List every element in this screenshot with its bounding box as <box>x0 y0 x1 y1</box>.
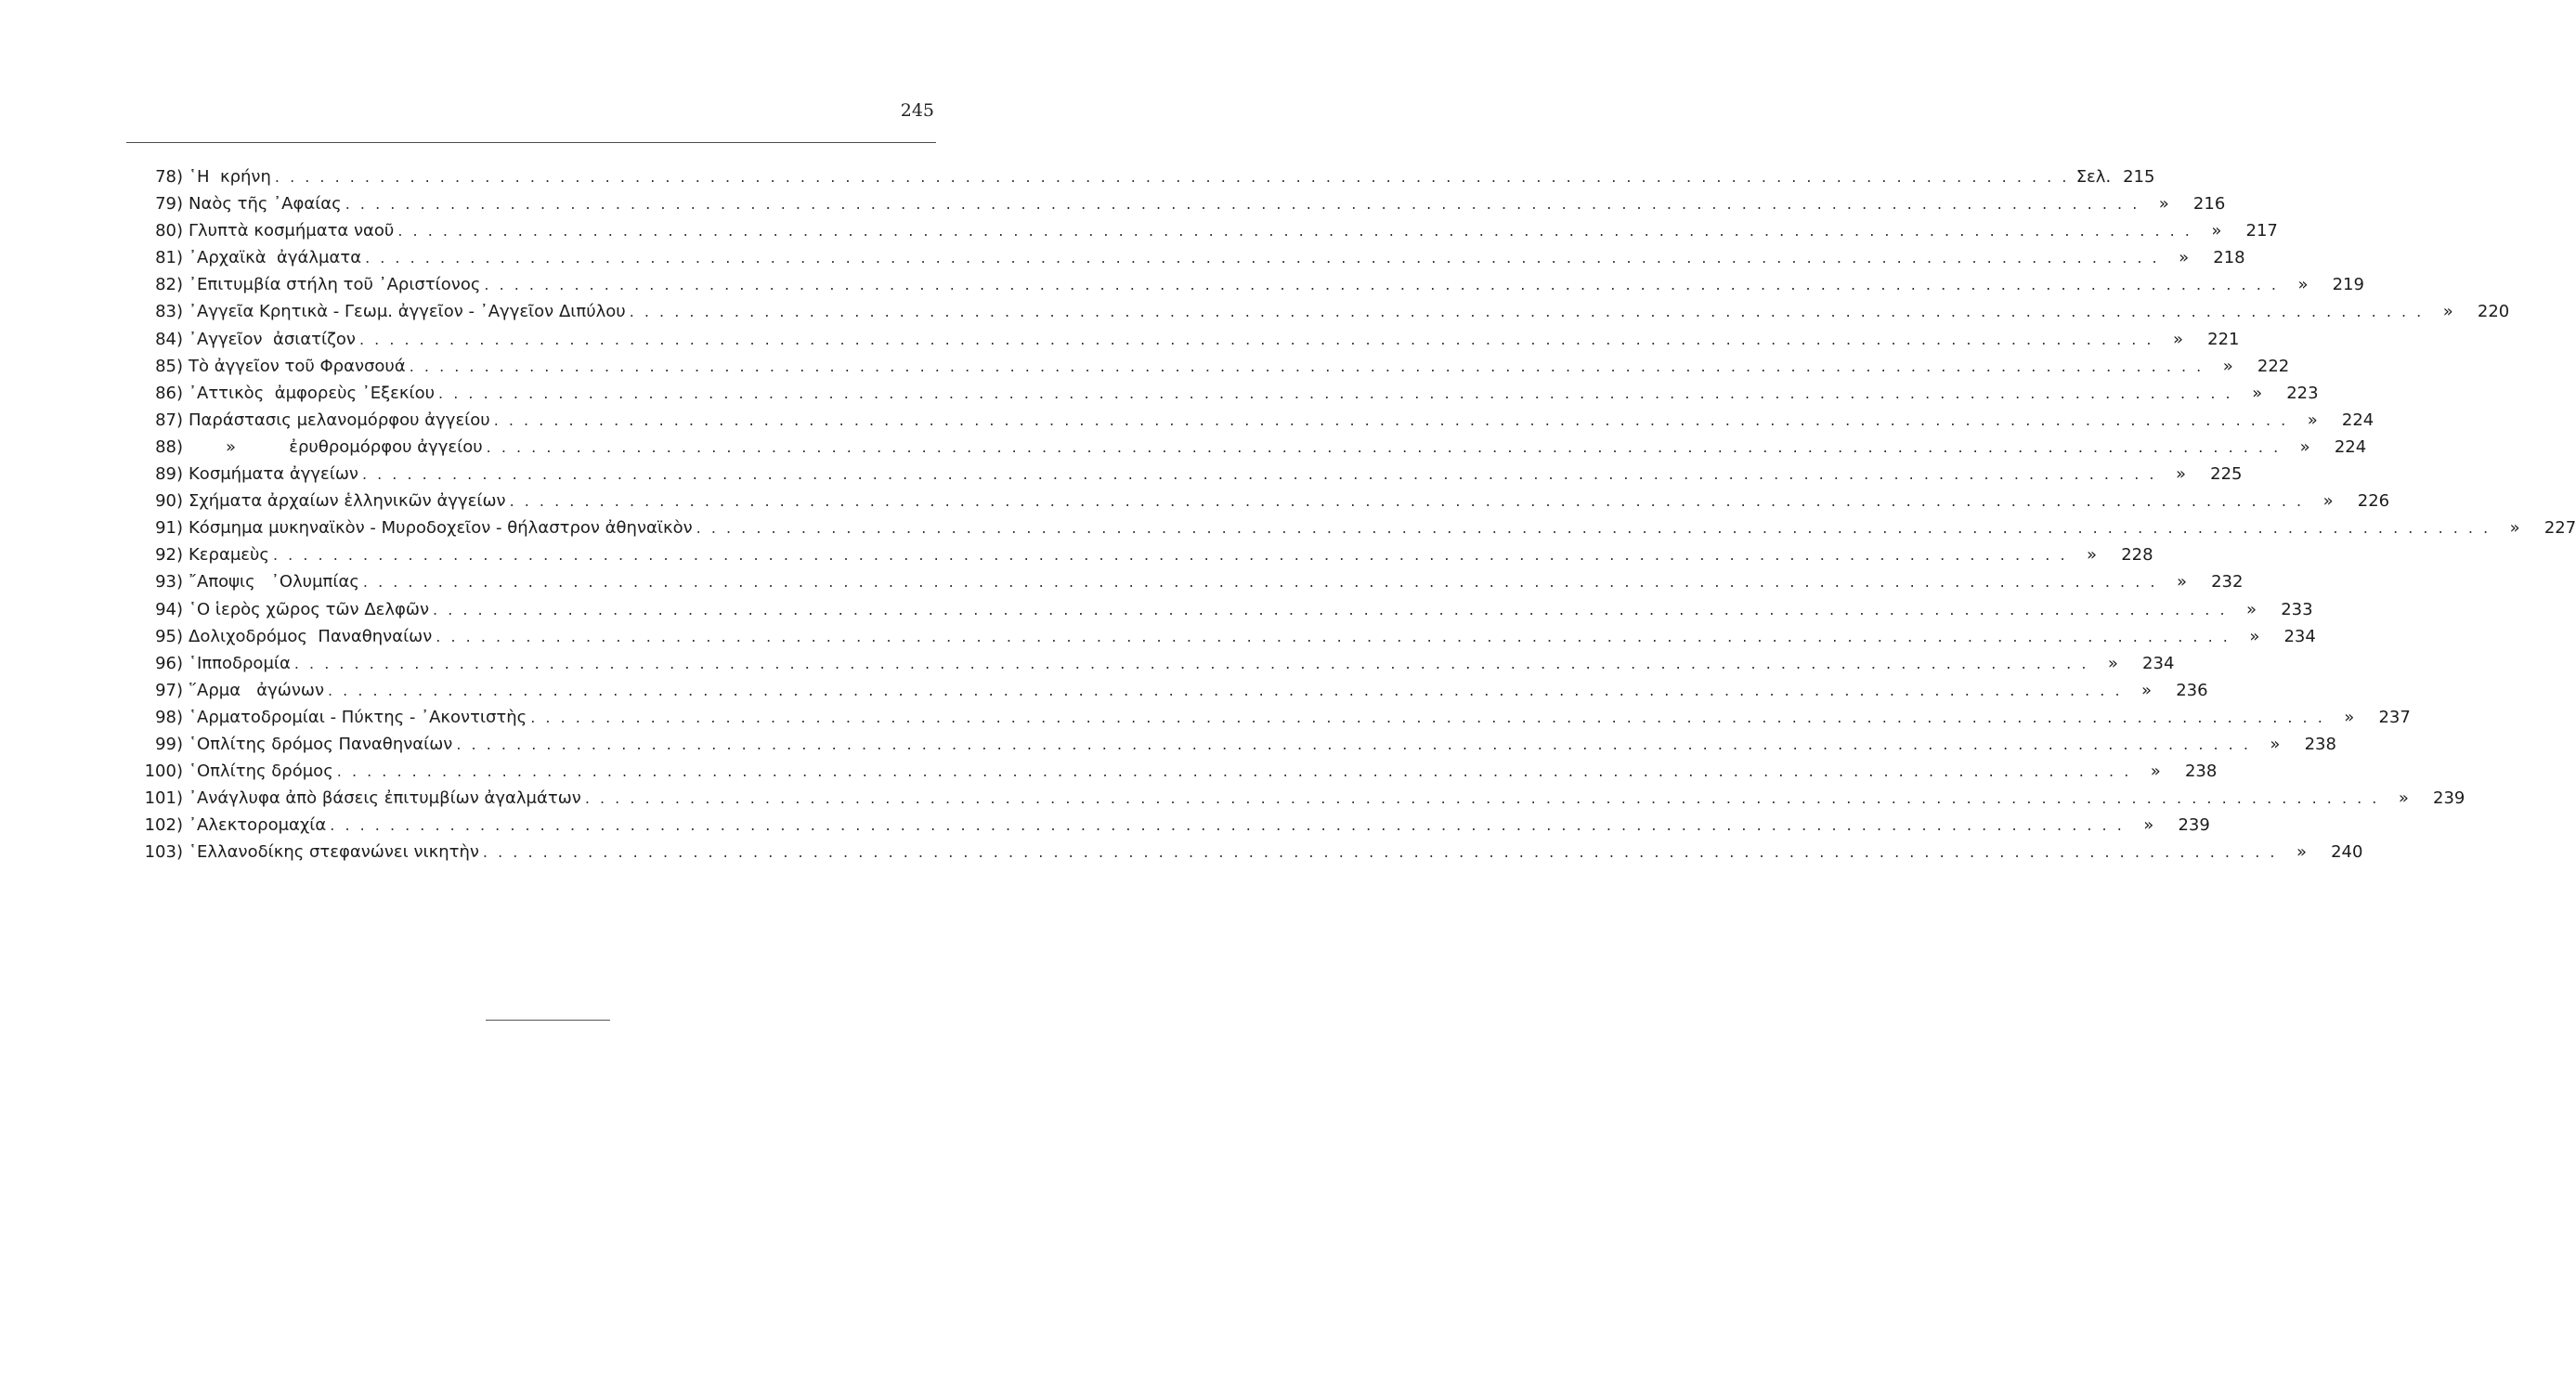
dot-leader: . . . . . . . . . . . . . . . . . . . . . . . . . . . . . . . . . . . . . . . . . . . . . . . . . . . . . . . . . . . . . . . . . . . . . . . . . . . . . . . . . . . . . . . . . . . . . . . . . . . . . . . . . . . . . . . . . . . . . . . . <box>438 384 2233 402</box>
toc-entry <box>133 217 2278 244</box>
entry-title: ᾿Αλεκτορομαχία <box>189 815 327 836</box>
entry-page-number: 219 <box>2332 275 2364 295</box>
entry-number: 84) <box>155 329 183 349</box>
page-reference-label: » <box>2297 275 2309 295</box>
page-reference-label: » <box>2176 572 2187 592</box>
dot-leader: . . . . . . . . . . . . . . . . . . . . . . . . . . . . . . . . . . . . . . . . . . . . . . . . . . . . . . . . . . . . . . . . . . . . . . . . . . . . . . . . . . . . . . . . . . . . . . . . . . . . . . . . . . . . . . . . . . . . . . . . <box>358 330 2154 348</box>
entry-title: Κοσμήματα ἀγγείων <box>189 464 358 485</box>
entry-number: 81) <box>155 248 183 268</box>
entry-title: Κεραμεὺς <box>189 545 269 566</box>
entry-number: 97) <box>155 680 183 700</box>
dot-leader: . . . . . . . . . . . . . . . . . . . . . . . . . . . . . . . . . . . . . . . . . . . . . . . . . . . . . . . . . . . . . . . . . . . . . . . . . . . . . . . . . . . . . . . . . . . . . . . . . . . . . . . . . . . . . . . . . . . . . . . . <box>509 492 2305 511</box>
toc-entry <box>133 650 2175 677</box>
toc-entry <box>133 731 2336 758</box>
dot-leader: . . . . . . . . . . . . . . . . . . . . . . . . . . . . . . . . . . . . . . . . . . . . . . . . . . . . . . . . . . . . . . . . . . . . . . . . . . . . . . . . . . . . . . . . . . . . . . . . . . . . . . . . . . . . . . . . . . . . . . . . <box>365 249 2160 267</box>
page-reference-label: » <box>2398 788 2409 809</box>
page-reference-label: » <box>2246 599 2257 619</box>
page-reference-label: » <box>2141 680 2153 700</box>
page-number: 245 <box>900 100 934 121</box>
entry-page-number: 224 <box>2334 436 2367 457</box>
dot-leader: . . . . . . . . . . . . . . . . . . . . . . . . . . . . . . . . . . . . . . . . . . . . . . . . . . . . . . . . . . . . . . . . . . . . . . . . . . . . . . . . . . . . . . . . . . . . . . . . . . . . . . . . . . . . . . . . . . . . . . . . <box>584 789 2380 808</box>
dot-leader: . . . . . . . . . . . . . . . . . . . . . . . . . . . . . . . . . . . . . . . . . . . . . . . . . . . . . . . . . . . . . . . . . . . . . . . . . . . . . . . . . . . . . . . . . . . . . . . . . . . . . . . . . . . . . . . . . . . . . . . . <box>362 573 2158 592</box>
entry-number: 78) <box>155 167 183 187</box>
entry-number: 93) <box>155 572 183 592</box>
page-reference-label: » <box>2143 815 2154 836</box>
entry-title: Σχήματα ἀρχαίων ἑλληνικῶν ἀγγείων <box>189 491 506 512</box>
entry-page-number: 222 <box>2257 356 2290 376</box>
entry-title: ᾿Ανάγλυφα ἀπὸ βάσεις ἐπιτυμβίων ἀγαλμάτων <box>189 788 581 809</box>
entry-title: ῎Αποψις ᾿Ολυμπίας <box>189 572 359 592</box>
toc-entry <box>133 623 2316 650</box>
toc-entry <box>133 353 2290 380</box>
page-reference-label: » <box>2442 302 2453 322</box>
toc-entry <box>133 326 2240 353</box>
entry-page-number: 228 <box>2121 545 2153 566</box>
toc-entry <box>133 514 2576 541</box>
entry-number: 89) <box>155 464 183 485</box>
entry-number: 98) <box>155 707 183 727</box>
entry-number: 100) <box>144 762 183 782</box>
entry-page-number: 238 <box>2304 734 2336 754</box>
toc-entry <box>133 812 2210 839</box>
page-reference-label: » <box>2344 707 2355 727</box>
dot-leader: . . . . . . . . . . . . . . . . . . . . . . . . . . . . . . . . . . . . . . . . . . . . . . . . . . . . . . . . . . . . . . . . . . . . . . . . . . . . . . . . . . . . . . . . . . . . . . . . . . . . . . . . . . . . . . . . . . . . . . . . <box>293 654 2089 672</box>
toc-entry <box>133 677 2208 704</box>
entry-title: ῾Οπλίτης δρόμος Παναθηναίων <box>189 734 453 754</box>
entry-title: Ναὸς τῆς ᾿Αφαίας <box>189 194 342 215</box>
entry-page-number: 227 <box>2543 518 2576 539</box>
dot-leader: . . . . . . . . . . . . . . . . . . . . . . . . . . . . . . . . . . . . . . . . . . . . . . . . . . . . . . . . . . . . . . . . . . . . . . . . . . . . . . . . . . . . . . . . . . . . . . . . . . . . . . . . . . . . . . . . . . . . . . . . <box>530 708 2325 726</box>
entry-page-number: 232 <box>2211 572 2244 592</box>
entry-page-number: 236 <box>2176 680 2208 700</box>
toc-entry <box>133 190 2226 217</box>
entry-title: ῾Οπλίτης δρόμος <box>189 762 333 782</box>
toc-entry <box>133 785 2465 812</box>
entry-title: Κόσμημα μυκηναϊκὸν - Μυροδοχεῖον - θήλαστρον ἀθηναϊκὸν <box>189 518 693 539</box>
entry-page-number: 233 <box>2281 599 2313 619</box>
entry-title: Παράστασις μελανομόρφου ἀγγείου <box>189 410 490 430</box>
toc-entry <box>133 541 2153 568</box>
dot-leader: . . . . . . . . . . . . . . . . . . . . . . . . . . . . . . . . . . . . . . . . . . . . . . . . . . . . . . . . . . . . . . . . . . . . . . . . . . . . . . . . . . . . . . . . . . . . . . . . . . . . . . . . . . . . . . . . . . . . . . . . <box>330 816 2125 835</box>
entry-title: ᾿Αγγεῖον ἀσιατίζον <box>189 329 356 349</box>
entry-page-number: 239 <box>2433 788 2465 809</box>
entry-title: ᾿Επιτυμβία στήλη τοῦ ᾿Αριστίονος <box>189 275 481 295</box>
entry-number: 87) <box>155 410 183 430</box>
page-reference-label: » <box>2087 545 2098 566</box>
entry-title: ῞Αρμα ἀγώνων <box>189 680 324 700</box>
entry-number: 83) <box>155 302 183 322</box>
entry-number: 102) <box>144 815 183 836</box>
page-reference-label: » <box>2252 383 2263 403</box>
entry-number: 96) <box>155 653 183 673</box>
toc-entry <box>133 244 2245 271</box>
entry-number: 94) <box>155 599 183 619</box>
toc-entry <box>133 704 2411 731</box>
entry-title: ᾿Αγγεῖα Κρητικὰ - Γεωμ. ἀγγεῖον - ᾿Αγγεῖον Διπύλου <box>189 302 626 322</box>
entry-page-number: 234 <box>2142 653 2175 673</box>
entry-number: 92) <box>155 545 183 566</box>
dot-leader: . . . . . . . . . . . . . . . . . . . . . . . . . . . . . . . . . . . . . . . . . . . . . . . . . . . . . . . . . . . . . . . . . . . . . . . . . . . . . . . . . . . . . . . . . . . . . . . . . . . . . . . . . . . . . . . . . . . . . . . . <box>436 627 2231 645</box>
entry-number: 86) <box>155 383 183 403</box>
entry-page-number: 220 <box>2477 302 2510 322</box>
entry-number: 91) <box>155 518 183 539</box>
entry-page-number: 221 <box>2207 329 2240 349</box>
entry-title: » ἐρυθρομόρφου ἀγγείου <box>189 436 483 457</box>
entry-page-number: 215 <box>2123 167 2155 187</box>
dot-leader: . . . . . . . . . . . . . . . . . . . . . . . . . . . . . . . . . . . . . . . . . . . . . . . . . . . . . . . . . . . . . . . . . . . . . . . . . . . . . . . . . . . . . . . . . . . . . . . . . . . . . . . . . . . . . . . . . . . . . . . . <box>484 276 2279 294</box>
dot-leader: . . . . . . . . . . . . . . . . . . . . . . . . . . . . . . . . . . . . . . . . . . . . . . . . . . . . . . . . . . . . . . . . . . . . . . . . . . . . . . . . . . . . . . . . . . . . . . . . . . . . . . . . . . . . . . . . . . . . . . . . <box>433 600 2228 618</box>
dot-leader: . . . . . . . . . . . . . . . . . . . . . . . . . . . . . . . . . . . . . . . . . . . . . . . . . . . . . . . . . . . . . . . . . . . . . . . . . . . . . . . . . . . . . . . . . . . . . . . . . . . . . . . . . . . . . . . . . . . . . . . . <box>493 410 2289 429</box>
dot-leader: . . . . . . . . . . . . . . . . . . . . . . . . . . . . . . . . . . . . . . . . . . . . . . . . . . . . . . . . . . . . . . . . . . . . . . . . . . . . . . . . . . . . . . . . . . . . . . . . . . . . . . . . . . . . . . . . . . . . . . . . <box>328 681 2123 699</box>
entry-page-number: 217 <box>2245 221 2278 241</box>
entry-page-number: 240 <box>2331 842 2363 863</box>
page-reference-label: » <box>2211 221 2222 241</box>
toc-entry <box>133 758 2218 785</box>
entry-title: ῾Ιπποδρομία <box>189 653 291 673</box>
toc-entry <box>133 839 2363 866</box>
page-reference-label: » <box>2173 329 2184 349</box>
entry-number: 88) <box>155 436 183 457</box>
entry-number: 85) <box>155 356 183 376</box>
page-reference-label: » <box>2307 410 2318 430</box>
entry-page-number: 225 <box>2210 464 2243 485</box>
entry-title: Δολιχοδρόμος Παναθηναίων <box>189 626 433 646</box>
dot-leader: . . . . . . . . . . . . . . . . . . . . . . . . . . . . . . . . . . . . . . . . . . . . . . . . . . . . . . . . . . . . . . . . . . . . . . . . . . . . . . . . . . . . . . . . . . . . . . . . . . . . . . . . . . . . . . . . . . . . . . . . <box>696 519 2491 538</box>
dot-leader: . . . . . . . . . . . . . . . . . . . . . . . . . . . . . . . . . . . . . . . . . . . . . . . . . . . . . . . . . . . . . . . . . . . . . . . . . . . . . . . . . . . . . . . . . . . . . . . . . . . . . . . . . . . . . . . . . . . . . . . . <box>629 303 2425 321</box>
entry-number: 79) <box>155 194 183 215</box>
footer-rule <box>486 1020 610 1021</box>
page-reference-label: » <box>2322 491 2334 512</box>
entry-title: ῾Ο ἱερὸς χῶρος τῶν Δελφῶν <box>189 599 430 619</box>
table-of-illustrations <box>133 163 2576 866</box>
entry-number: 95) <box>155 626 183 646</box>
entry-title: ῾Η κρήνη <box>189 167 271 187</box>
entry-page-number: 238 <box>2184 762 2218 782</box>
page-reference-label: » <box>2249 626 2260 646</box>
toc-entry <box>133 163 2155 190</box>
page-reference-label: » <box>2296 842 2307 863</box>
entry-number: 103) <box>144 842 183 863</box>
entry-title: Τὸ ἀγγεῖον τοῦ Φρανσουά <box>189 356 406 376</box>
entry-page-number: 223 <box>2286 383 2319 403</box>
toc-entry <box>133 488 2390 514</box>
page-reference-label: » <box>2150 762 2161 782</box>
toc-entry <box>133 596 2313 623</box>
entry-page-number: 218 <box>2213 248 2245 268</box>
toc-entry <box>133 568 2244 595</box>
entry-number: 82) <box>155 275 183 295</box>
entry-title: ῾Αρματοδρομίαι - Πύκτης - ᾿Ακοντιστὴς <box>189 707 527 727</box>
page-reference-label: Σελ. <box>2075 167 2112 187</box>
entry-number: 90) <box>155 491 183 512</box>
dot-leader: . . . . . . . . . . . . . . . . . . . . . . . . . . . . . . . . . . . . . . . . . . . . . . . . . . . . . . . . . . . . . . . . . . . . . . . . . . . . . . . . . . . . . . . . . . . . . . . . . . . . . . . . . . . . . . . . . . . . . . . . <box>456 735 2251 753</box>
toc-entry <box>133 271 2364 298</box>
page-reference-label: » <box>2222 356 2233 376</box>
page-reference-label: » <box>2175 464 2186 485</box>
entry-number: 80) <box>155 221 183 241</box>
entry-number: 101) <box>144 788 183 809</box>
dot-leader: . . . . . . . . . . . . . . . . . . . . . . . . . . . . . . . . . . . . . . . . . . . . . . . . . . . . . . . . . . . . . . . . . . . . . . . . . . . . . . . . . . . . . . . . . . . . . . . . . . . . . . . . . . . . . . . . . . . . . . . . <box>336 762 2132 781</box>
entry-page-number: 239 <box>2178 815 2210 836</box>
page-reference-label: » <box>2509 518 2520 539</box>
entry-title: ῾Ελλανοδίκης στεφανώνει νικητὴν <box>189 842 479 863</box>
page-reference-label: » <box>2158 194 2169 215</box>
dot-leader: . . . . . . . . . . . . . . . . . . . . . . . . . . . . . . . . . . . . . . . . . . . . . . . . . . . . . . . . . . . . . . . . . . . . . . . . . . . . . . . . . . . . . . . . . . . . . . . . . . . . . . . . . . . . . . . . . . . . . . . . <box>486 437 2282 456</box>
entry-page-number: 234 <box>2283 626 2316 646</box>
dot-leader: . . . . . . . . . . . . . . . . . . . . . . . . . . . . . . . . . . . . . . . . . . . . . . . . . . . . . . . . . . . . . . . . . . . . . . . . . . . . . . . . . . . . . . . . . . . . . . . . . . . . . . . . . . . . . . . . . . . . . . . . <box>482 843 2278 862</box>
entry-title: ᾿Αττικὸς ἀμφορεὺς ᾿Εξεκίου <box>189 383 436 403</box>
toc-entry <box>133 380 2319 407</box>
dot-leader: . . . . . . . . . . . . . . . . . . . . . . . . . . . . . . . . . . . . . . . . . . . . . . . . . . . . . . . . . . . . . . . . . . . . . . . . . . . . . . . . . . . . . . . . . . . . . . . . . . . . . . . . . . . . . . . . . . . . . . . . <box>274 168 2070 186</box>
dot-leader: . . . . . . . . . . . . . . . . . . . . . . . . . . . . . . . . . . . . . . . . . . . . . . . . . . . . . . . . . . . . . . . . . . . . . . . . . . . . . . . . . . . . . . . . . . . . . . . . . . . . . . . . . . . . . . . . . . . . . . . . <box>409 357 2205 375</box>
page-reference-label: » <box>2179 248 2190 268</box>
dot-leader: . . . . . . . . . . . . . . . . . . . . . . . . . . . . . . . . . . . . . . . . . . . . . . . . . . . . . . . . . . . . . . . . . . . . . . . . . . . . . . . . . . . . . . . . . . . . . . . . . . . . . . . . . . . . . . . . . . . . . . . . <box>361 465 2157 484</box>
toc-entry <box>133 407 2374 434</box>
dot-leader: . . . . . . . . . . . . . . . . . . . . . . . . . . . . . . . . . . . . . . . . . . . . . . . . . . . . . . . . . . . . . . . . . . . . . . . . . . . . . . . . . . . . . . . . . . . . . . . . . . . . . . . . . . . . . . . . . . . . . . . . <box>345 195 2140 214</box>
toc-entry <box>133 434 2367 461</box>
toc-entry <box>133 298 2510 325</box>
entry-page-number: 224 <box>2341 410 2374 430</box>
entry-number: 99) <box>155 734 183 754</box>
page-reference-label: » <box>2299 436 2310 457</box>
page-reference-label: » <box>2107 653 2118 673</box>
entry-page-number: 226 <box>2357 491 2390 512</box>
entry-title: Γλυπτὰ κοσμήματα ναοῦ <box>189 221 395 241</box>
entry-page-number: 237 <box>2378 707 2411 727</box>
toc-entry <box>133 461 2243 488</box>
entry-page-number: 216 <box>2192 194 2226 215</box>
dot-leader: . . . . . . . . . . . . . . . . . . . . . . . . . . . . . . . . . . . . . . . . . . . . . . . . . . . . . . . . . . . . . . . . . . . . . . . . . . . . . . . . . . . . . . . . . . . . . . . . . . . . . . . . . . . . . . . . . . . . . . . . <box>397 222 2192 241</box>
dot-leader: . . . . . . . . . . . . . . . . . . . . . . . . . . . . . . . . . . . . . . . . . . . . . . . . . . . . . . . . . . . . . . . . . . . . . . . . . . . . . . . . . . . . . . . . . . . . . . . . . . . . . . . . . . . . . . . . . . . . . . . . <box>273 546 2068 565</box>
header-rule <box>126 142 936 143</box>
entry-title: ᾿Αρχαϊκὰ ἀγάλματα <box>189 248 362 268</box>
page-reference-label: » <box>2270 734 2281 754</box>
